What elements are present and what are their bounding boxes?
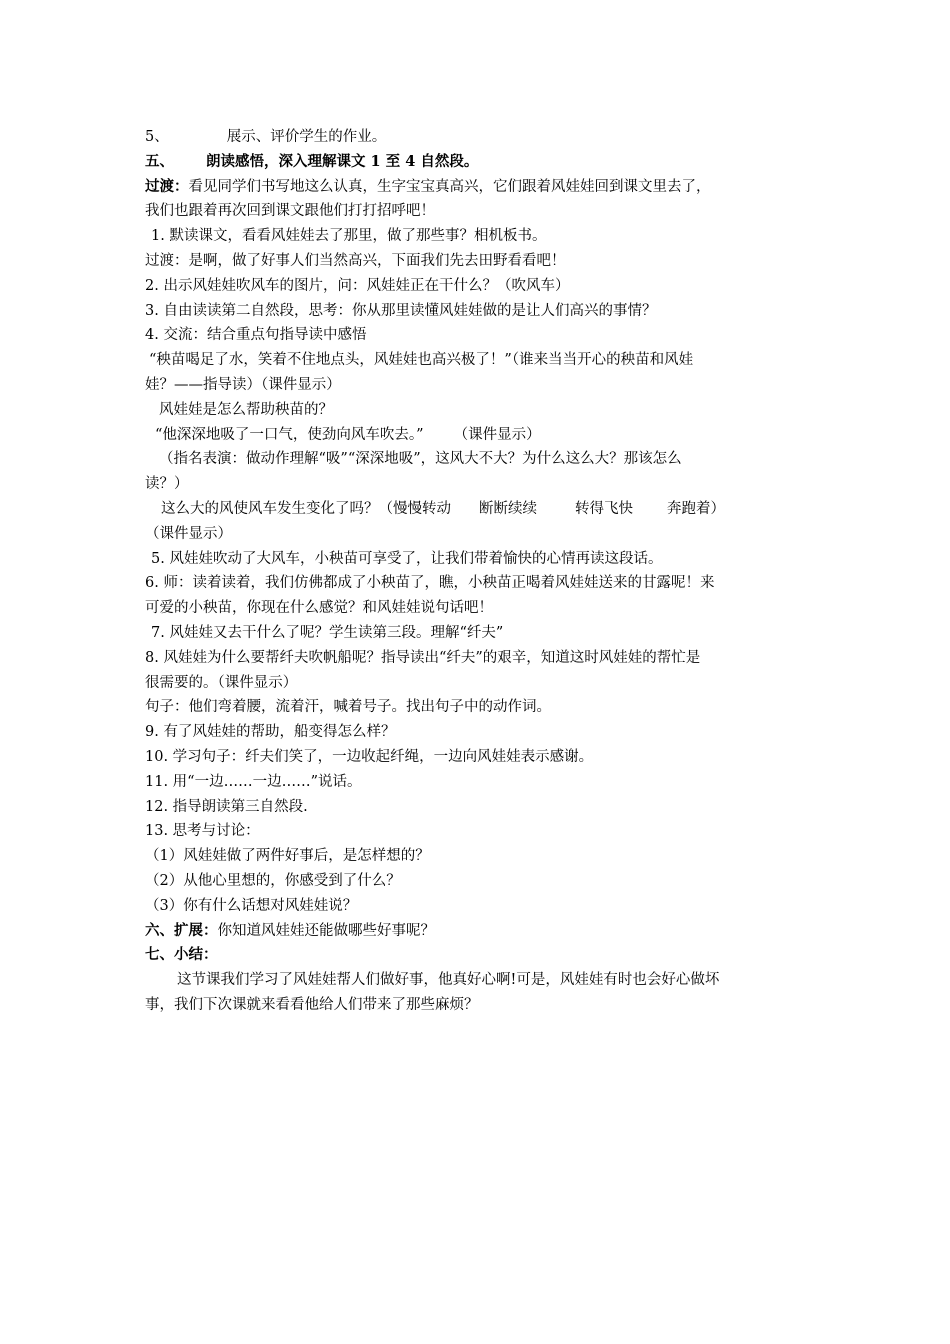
performance-line-1: （指名表演：做动作理解“吸”“深深地吸”，这风大不大？为什么这么大？那该怎么 — [159, 451, 682, 468]
change-question: 这么大的风使风车发生变化了吗？（慢慢转动 — [161, 500, 451, 517]
quote-text: “他深深地吸了一口气，使劲向风车吹去。” — [155, 426, 424, 443]
section-title: 朗读感悟，深入理解课文 1 至 4 自然段。 — [206, 152, 479, 170]
step-8-line-2: 很需要的。（课件显示） — [145, 674, 298, 691]
quote-line-1: “秧苗喝足了水，笑着不住地点头，风娃娃也高兴极了！”（谁来当当开心的秧苗和风娃 — [149, 352, 694, 369]
quote-line-2: 娃？——指导读）（课件显示） — [145, 376, 341, 393]
step-7: 7. 风娃娃又去干什么了呢？学生读第三段。理解“纤夫” — [151, 624, 504, 641]
section-heading-6 — [145, 919, 810, 944]
quote-line-3 — [145, 423, 810, 448]
change-word-3: 转得飞快 — [575, 500, 633, 517]
step-10: 10. 学习句子：纤夫们笑了，一边收起纤绳，一边向风娃娃表示感谢。 — [145, 748, 594, 765]
sentence-line: 句子：他们弯着腰，流着汗，喊着号子。找出句子中的动作词。 — [145, 699, 551, 716]
summary-line-1: 这节课我们学习了风娃娃帮人们做好事，他真好心啊!可是，风娃娃有时也会好心做坏 — [177, 972, 720, 989]
transition-line-3: 过渡：是啊，做了好事人们当然高兴，下面我们先去田野看看吧！ — [145, 252, 566, 269]
courseware-line: （课件显示） — [145, 525, 232, 542]
transition-line-1 — [145, 175, 810, 200]
step-3: 3. 自由读读第二自然段，思考：你从那里读懂风娃娃做的是让人们高兴的事情？ — [145, 302, 657, 319]
section-number: 五、 — [145, 152, 174, 170]
step-6-line-1: 6. 师：读着读着，我们仿佛都成了小秧苗了，瞧，小秧苗正喝着风娃娃送来的甘露呢！来 — [145, 575, 715, 592]
change-line — [145, 497, 810, 522]
transition-text: 看见同学们书写地这么认真，生字宝宝真高兴，它们跟着风娃娃回到课文里去了， — [188, 178, 711, 195]
step-2: 2. 出示风娃娃吹风车的图片，问：风娃娃正在干什么？（吹风车） — [145, 277, 570, 294]
step-12: 12. 指导朗读第三自然段. — [145, 798, 308, 815]
performance-line-2: 读？） — [145, 476, 189, 493]
discussion-2: （2）从他心里想的，你感受到了什么？ — [145, 872, 401, 889]
courseware-note: （课件显示） — [453, 426, 541, 443]
section-heading-5 — [145, 150, 810, 175]
step-4: 4. 交流：结合重点句指导读中感悟 — [145, 327, 367, 344]
step-6-line-2: 可爱的小秧苗，你现在什么感觉？和风娃娃说句话吧！ — [145, 600, 493, 617]
item-number: 5、 — [145, 129, 169, 145]
step-9: 9. 有了风娃娃的帮助，船变得怎么样？ — [145, 724, 396, 741]
step-1: 1. 默读课文，看看风娃娃去了那里，做了那些事？相机板书。 — [151, 228, 547, 245]
item-text: 展示、评价学生的作业。 — [226, 129, 387, 145]
step-11: 11. 用“一边……一边……”说话。 — [145, 773, 362, 790]
step-8-line-1: 8. 风娃娃为什么要帮纤夫吹帆船呢？指导读出“纤夫”的艰辛，知道这时风娃娃的帮忙是 — [145, 649, 701, 666]
question-line: 风娃娃是怎么帮助秧苗的？ — [159, 401, 333, 418]
change-word-2: 断断续续 — [479, 500, 537, 517]
discussion-3: （3）你有什么话想对风娃娃说？ — [145, 897, 358, 914]
extension-text: 你知道风娃娃还能做哪些好事呢？ — [217, 922, 435, 939]
item-5 — [145, 125, 810, 150]
step-5: 5. 风娃娃吹动了大风车，小秧苗可享受了，让我们带着愉快的心情再读这段话。 — [151, 550, 663, 567]
step-13: 13. 思考与讨论： — [145, 823, 260, 840]
section-heading-7: 七、小结： — [145, 946, 218, 964]
discussion-1: （1）风娃娃做了两件好事后，是怎样想的？ — [145, 848, 430, 865]
extension-label: 六、扩展： — [145, 921, 218, 939]
transition-label: 过渡： — [145, 177, 189, 195]
document-page — [145, 125, 810, 1018]
change-word-4: 奔跑着） — [667, 500, 725, 517]
transition-line-2: 我们也跟着再次回到课文跟他们打打招呼吧！ — [145, 203, 435, 220]
summary-line-2: 事，我们下次课就来看看他给人们带来了那些麻烦？ — [145, 996, 479, 1013]
